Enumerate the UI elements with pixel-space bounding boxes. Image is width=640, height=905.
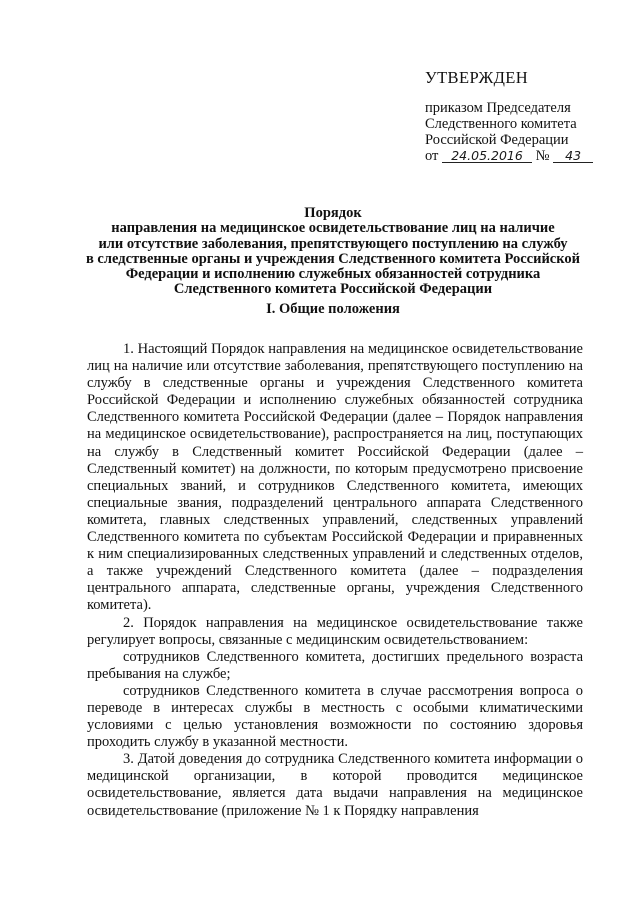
approval-line-2: Следственного комитета xyxy=(425,116,577,132)
handwritten-number: 43 xyxy=(553,149,593,163)
paragraph-1: 1. Настоящий Порядок направления на медицинское освидетельствование лиц на наличие или отсутствие заболевания, препятствующего поступлению на службу в следственные органы и учреждения Следственного комитета Российской Федерации и исполнению служебных обязанностей сотрудника Следственного комитета Российской Федерации (далее – Порядок направления на медицинское освидетельствование), распространяется на лиц, поступающих на службу в Следственный комитет Российской Федерации (далее – Следственный комитет) на должности, по которым предусмотрено присвоение специальных званий, и сотрудников Следственного комитета, имеющих специальные звания, подразделений центрального аппарата Следственного комитета, главных следственных управлений, следственных управлений Следственного комитета по субъектам Российской Федерации и приравненных к ним специализированных следственных управлений и следственных отделов, а также учреждений Следственного комитета (далее – подразделения центрального аппарата, следственные органы, учреждения Следственного комитета). xyxy=(87,341,583,614)
approval-line-3: Российской Федерации xyxy=(425,132,569,148)
document-body xyxy=(87,341,583,820)
approval-line-1: приказом Председателя xyxy=(425,100,571,116)
document-title xyxy=(70,206,596,298)
title-line: в следственные органы и учреждения Следственного комитета Российской xyxy=(85,250,581,267)
title-line: или отсутствие заболевания, препятствующего поступлению на службу xyxy=(98,235,568,252)
approval-heading: УТВЕРЖДЕН xyxy=(425,68,529,87)
date-prefix: от xyxy=(425,148,439,164)
title-line: Следственного комитета Российской Федерации xyxy=(173,281,493,298)
handwritten-date: 24.05.2016 xyxy=(442,149,532,163)
number-prefix: № xyxy=(535,148,550,164)
section-heading: I. Общие положения xyxy=(266,301,400,317)
paragraph-4: сотрудников Следственного комитета в случае рассмотрения вопроса о переводе в интересах службы в местность с особыми климатическими условиями с целью установления возможности по состоянию здоровья проходить службу в указанной местности. xyxy=(87,682,583,751)
title-line: направления на медицинское освидетельствование лиц на наличие xyxy=(111,220,555,237)
title-line: Федерации и исполнению служебных обязанностей сотрудника xyxy=(125,266,541,283)
order-date-number-line xyxy=(425,148,625,164)
approval-block xyxy=(425,70,625,164)
paragraph-2: 2. Порядок направления на медицинское освидетельствование также регулирует вопросы, связанные с медицинским освидетельствованием: xyxy=(87,614,583,648)
paragraph-5: 3. Датой доведения до сотрудника Следственного комитета информации о медицинской организации, в которой проводится медицинское освидетельствование, является дата выдачи направления на медицинское освидетельствование (приложение № 1 к Порядку направления xyxy=(87,751,583,819)
title-line: Порядок xyxy=(304,205,362,221)
paragraph-3: сотрудников Следственного комитета, достигших предельного возраста пребывания на службе; xyxy=(87,648,583,682)
